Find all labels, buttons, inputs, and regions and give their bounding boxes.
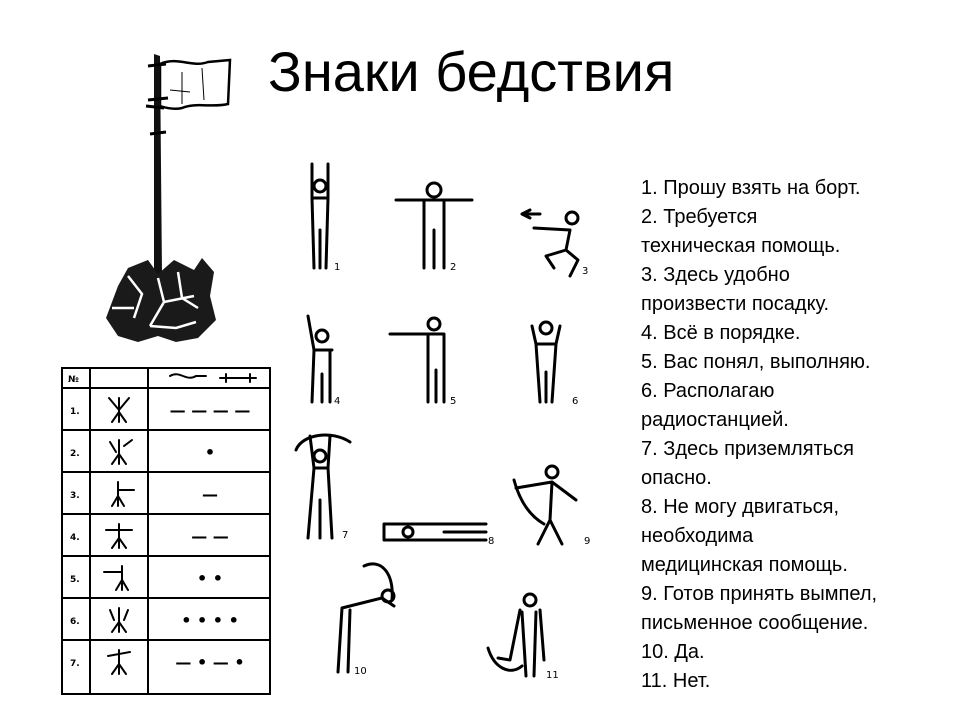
- figure-number: 11: [546, 670, 559, 681]
- signal-line: 3. Здесь удобно: [641, 264, 790, 286]
- signal-line: 1. Прошу взять на борт.: [641, 177, 861, 199]
- signal-line: 2. Требуется: [641, 206, 758, 228]
- signal-line: опасно.: [641, 467, 712, 489]
- figure-4: [308, 316, 332, 402]
- body-signal-figures: [284, 150, 604, 690]
- figure-number: 5: [450, 396, 457, 407]
- figure-10: [338, 564, 394, 672]
- table-row-code: — — — —: [169, 401, 251, 420]
- ground-signal-table: [60, 366, 272, 698]
- table-row-no: 4.: [70, 533, 80, 543]
- figure-3: [522, 210, 578, 276]
- figure-11: [488, 594, 544, 676]
- figure-number: 2: [450, 262, 457, 273]
- figure-number: 4: [334, 396, 341, 407]
- table-row-code: — —: [191, 527, 229, 546]
- figure-9: [514, 466, 576, 544]
- page-title: Знаки бедствия: [268, 40, 675, 103]
- figure-2: [396, 183, 472, 268]
- table-row-code: • •: [196, 569, 224, 588]
- table-row-no: 2.: [70, 449, 80, 459]
- table-row-code: •: [204, 443, 216, 462]
- figure-number: 10: [354, 666, 367, 677]
- table-header-no: №: [68, 375, 79, 385]
- signal-line: техническая помощь.: [641, 235, 841, 257]
- signal-line: 9. Готов принять вымпел,: [641, 583, 878, 605]
- figure-number: 9: [584, 536, 591, 547]
- flag-pole-illustration: [98, 46, 236, 352]
- figure-8: [384, 524, 486, 540]
- table-row-no: 1.: [70, 407, 80, 417]
- figure-number: 1: [334, 262, 341, 273]
- signal-line: необходима: [641, 525, 754, 547]
- signal-line: 7. Здесь приземляться: [641, 438, 854, 460]
- signal-line: 8. Не могу двигаться,: [641, 496, 840, 518]
- signal-line: 10. Да.: [641, 641, 705, 663]
- figure-number: 6: [572, 396, 579, 407]
- figure-1: [312, 164, 328, 268]
- figure-5: [390, 318, 444, 402]
- table-row-no: 7.: [70, 659, 80, 669]
- table-row-code: • • • •: [181, 611, 239, 630]
- signal-line: 6. Располагаю: [641, 380, 775, 402]
- figure-6: [532, 322, 560, 402]
- signal-line: 4. Всё в порядке.: [641, 322, 801, 344]
- signal-line: произвести посадку.: [641, 293, 830, 315]
- figure-number: 7: [342, 530, 349, 541]
- table-row-code: — • — •: [175, 653, 245, 672]
- table-row-no: 6.: [70, 617, 80, 627]
- signals-list: [641, 174, 951, 696]
- table-row-no: 3.: [70, 491, 80, 501]
- table-row-no: 5.: [70, 575, 80, 585]
- figure-number: 3: [582, 266, 589, 277]
- signal-line: медицинская помощь.: [641, 554, 848, 576]
- figure-number: 8: [488, 536, 495, 547]
- signal-line: 5. Вас понял, выполняю.: [641, 351, 871, 373]
- signal-line: 11. Нет.: [641, 670, 711, 692]
- table-row-code: —: [202, 485, 218, 504]
- figure-7: [296, 435, 350, 538]
- signal-line: радиостанцией.: [641, 409, 789, 431]
- signal-line: письменное сообщение.: [641, 612, 869, 634]
